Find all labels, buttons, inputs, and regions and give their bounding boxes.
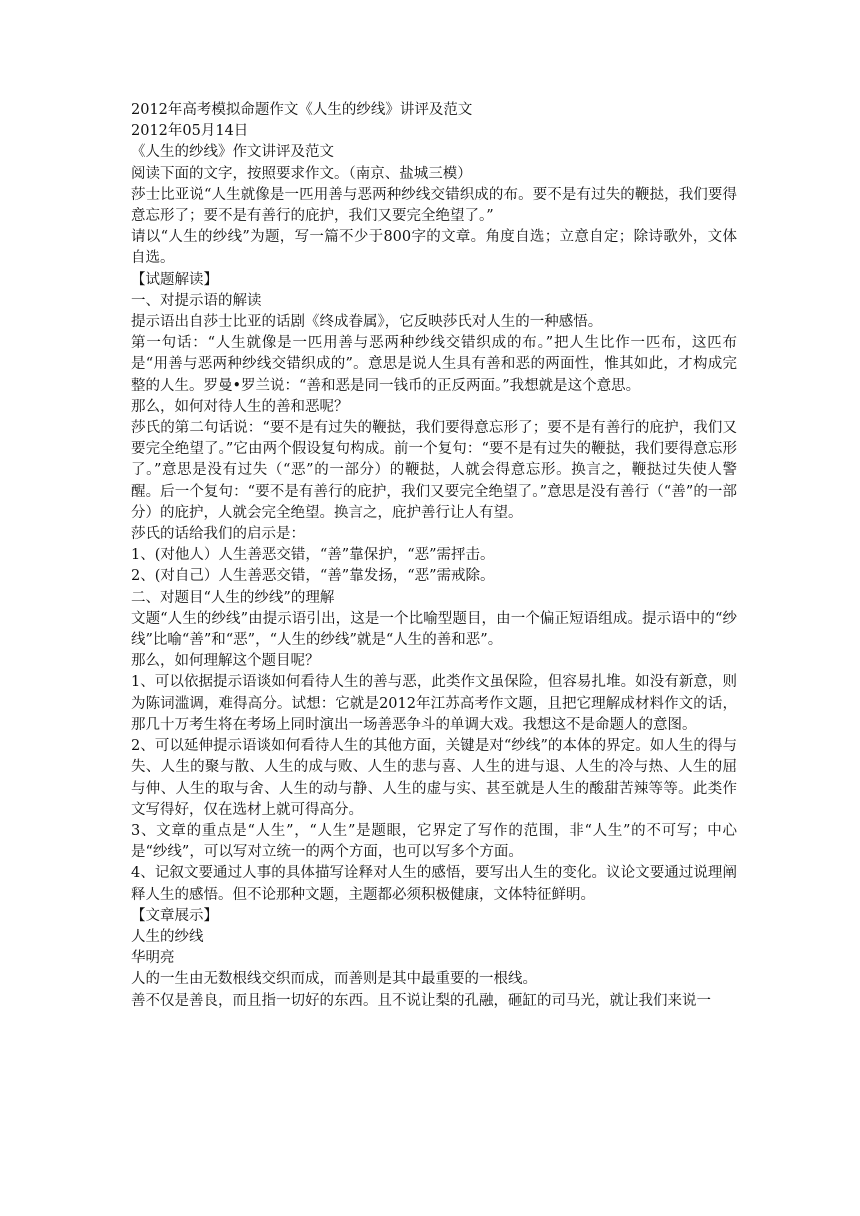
paragraph: 那么，如何对待人生的善和恶呢？ bbox=[131, 398, 349, 415]
section-heading: 【试题解读】 bbox=[131, 271, 218, 288]
list-item: 2、可以延伸提示语谈如何看待人生的其他方面，关键是对“纱线”的本体的界定。如人生的得与失、人生的聚与散、人生的成与败、人生的悲与喜、人生的进与退、人生的冷与热、人生的屈与伸、人生的取与舍、人生的动与静、人生的虚与实、甚至就是人生的酸甜苦辣等等。此类作文写得好，仅在选材上就可得高分。 bbox=[131, 738, 737, 818]
document-title: 2012年高考模拟命题作文《人生的纱线》讲评及范文 bbox=[131, 102, 473, 118]
list-item: 2、(对自己）人生善恶交错，“善”靠发扬，“恶”需戒除。 bbox=[131, 568, 495, 585]
paragraph: 阅读下面的文字，按照要求作文。（南京、盐城三模） bbox=[131, 165, 472, 182]
paragraph: 那么，如何理解这个题目呢？ bbox=[131, 653, 320, 670]
paragraph: 提示语出自莎士比亚的话剧《终成眷属》，它反映莎氏对人生的一种感悟。 bbox=[131, 314, 603, 331]
essay-title: 人生的纱线 bbox=[131, 928, 204, 945]
paragraph: 莎士比亚说“人生就像是一匹用善与恶两种纱线交错织成的布。要不是有过失的鞭挞，我们要得意忘形了；要不是有善行的庇护，我们又要完全绝望了。” bbox=[131, 186, 737, 225]
paragraph: 文题“人生的纱线”由提示语引出，这是一个比喻型题目，由一个偏正短语组成。提示语中的“纱线”比喻“善”和“恶”，“人生的纱线”就是“人生的善和恶”。 bbox=[131, 610, 737, 649]
document-page bbox=[131, 100, 737, 1012]
paragraph: 请以“人生的纱线”为题，写一篇不少于800字的文章。角度自选；立意自定；除诗歌外，文体自选。 bbox=[131, 229, 737, 267]
list-item: 1、可以依据提示语谈如何看待人生的善与恶，此类作文虽保险，但容易扎堆。如没有新意，则为陈词滥调，难得高分。试想：它就是2012年江苏高考作文题，且把它理解成材料作文的话，那几十万考生将在考场上同时演出一场善恶争斗的单调大戏。我想这不是命题人的意图。 bbox=[131, 674, 737, 733]
document-date: 2012年05月14日 bbox=[131, 123, 249, 140]
subsection-heading: 二、对题目“人生的纱线”的理解 bbox=[131, 589, 335, 606]
paragraph: 莎氏的话给我们的启示是： bbox=[131, 526, 305, 543]
paragraph: 莎氏的第二句话说：“要不是有过失的鞭挞，我们要得意忘形了；要不是有善行的庇护，我们又要完全绝望了。”它由两个假设复句构成。前一个复句：“要不是有过失的鞭挞，我们要得意忘形了。”意思是没有过失（“恶”的一部分）的鞭挞，人就会得意忘形。换言之，鞭挞过失使人警醒。后一个复句：“要不是有善行的庇护，我们又要完全绝望了。”意思是没有善行（“善”的一部分）的庇护，人就会完全绝望。换言之，庇护善行让人有望。 bbox=[131, 420, 737, 521]
article-heading: 《人生的纱线》作文讲评及范文 bbox=[131, 144, 334, 161]
section-heading: 【文章展示】 bbox=[131, 907, 218, 924]
paragraph: 善不仅是善良，而且指一切好的东西。且不说让梨的孔融，砸缸的司马光，就让我们来说一 bbox=[131, 992, 711, 1009]
paragraph: 人的一生由无数根线交织而成，而善则是其中最重要的一根线。 bbox=[131, 971, 537, 988]
list-item: 4、记叙文要通过人事的具体描写诠释对人生的感悟，要写出人生的变化。议论文要通过说理阐释人生的感悟。但不论那种文题，主题都必须积极健康，文体特征鲜明。 bbox=[131, 865, 737, 903]
paragraph: 第一句话：“人生就像是一匹用善与恶两种纱线交错织成的布。”把人生比作一匹布，这匹布是“用善与恶两种纱线交错织成的”。意思是说人生具有善和恶的两面性，惟其如此，才构成完整的人生。罗曼•罗兰说：“善和恶是同一钱币的正反两面。”我想就是这个意思。 bbox=[131, 335, 737, 394]
subsection-heading: 一、对提示语的解读 bbox=[131, 292, 262, 309]
list-item: 1、(对他人）人生善恶交错，“善”靠保护，“恶”需抨击。 bbox=[131, 547, 495, 564]
essay-author: 华明亮 bbox=[131, 950, 175, 967]
list-item: 3、文章的重点是“人生”，“人生”是题眼，它界定了写作的范围，非“人生”的不可写；中心是“纱线”，可以写对立统一的两个方面，也可以写多个方面。 bbox=[131, 822, 737, 861]
